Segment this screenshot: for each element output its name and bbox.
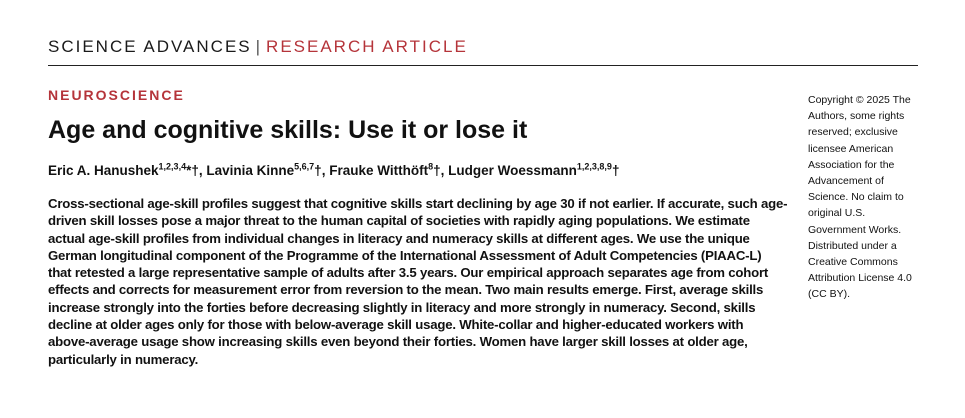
header-divider: [48, 65, 918, 66]
affiliation-sup: 1,2,3,4: [158, 161, 187, 172]
author-mark: *†: [186, 163, 199, 178]
author-link[interactable]: [448, 163, 619, 178]
author-mark: †: [314, 163, 322, 178]
article-type: RESEARCH ARTICLE: [266, 37, 468, 56]
copyright-notice: Copyright © 2025 The Authors, some rights reserved; exclusive licensee American Association for the Advancement of Science. No claim to original U.S. Government Works. Distributed under a Creative Commons Attribution License 4.0 (CC BY).: [808, 94, 912, 301]
author-link[interactable]: [206, 163, 321, 178]
author-mark: †: [433, 163, 441, 178]
author-separator: ,: [440, 163, 449, 178]
article-title: Age and cognitive skills: Use it or lose it: [48, 116, 528, 144]
header-separator: |: [255, 37, 263, 56]
affiliation-sup: 1,2,3,8,9: [576, 161, 612, 172]
author-name: Frauke Witthöft: [329, 163, 429, 178]
abstract: Cross-sectional age-skill profiles suggest that cognitive skills start declining by age 30 if not earlier. If accurate, such age-driven skill losses pose a major threat to the human capital of societies with rapidly aging populations. We estimate actual age-skill profiles from individual changes in literacy and numeracy skills at different ages. We use the unique German longitudinal component of the Programme of the International Assessment of Adult Competencies (PIAAC-L) that retested a large representative sample of adults after 3.5 years. Our empirical approach separates age from cohort effects and corrects for measurement error from reversion to the mean. Two main results emerge. First, average skills increase strongly into the forties before decreasing slightly in literacy and more strongly in numeracy. Second, skills decline at older ages only for those with below-average skill usage. White-collar and higher-educated workers with above-average usage show increasing skills even beyond their forties. Women have larger skill losses at older age, particularly in numeracy.: [48, 196, 788, 367]
author-name: Ludger Woessmann: [448, 163, 577, 178]
author-name: Lavinia Kinne: [206, 163, 295, 178]
author-list: [48, 163, 619, 178]
author-separator: ,: [321, 163, 330, 178]
affiliation-sup: 5,6,7: [294, 161, 315, 172]
journal-name: SCIENCE ADVANCES: [48, 37, 252, 56]
author-link[interactable]: [329, 163, 440, 178]
section-label: NEUROSCIENCE: [48, 87, 185, 103]
author-link[interactable]: [48, 163, 199, 178]
affiliation-sup: 8: [428, 161, 434, 172]
author-separator: ,: [198, 163, 207, 178]
author-mark: †: [611, 163, 620, 178]
author-name: Eric A. Hanushek: [48, 163, 159, 178]
journal-header: [48, 37, 468, 57]
